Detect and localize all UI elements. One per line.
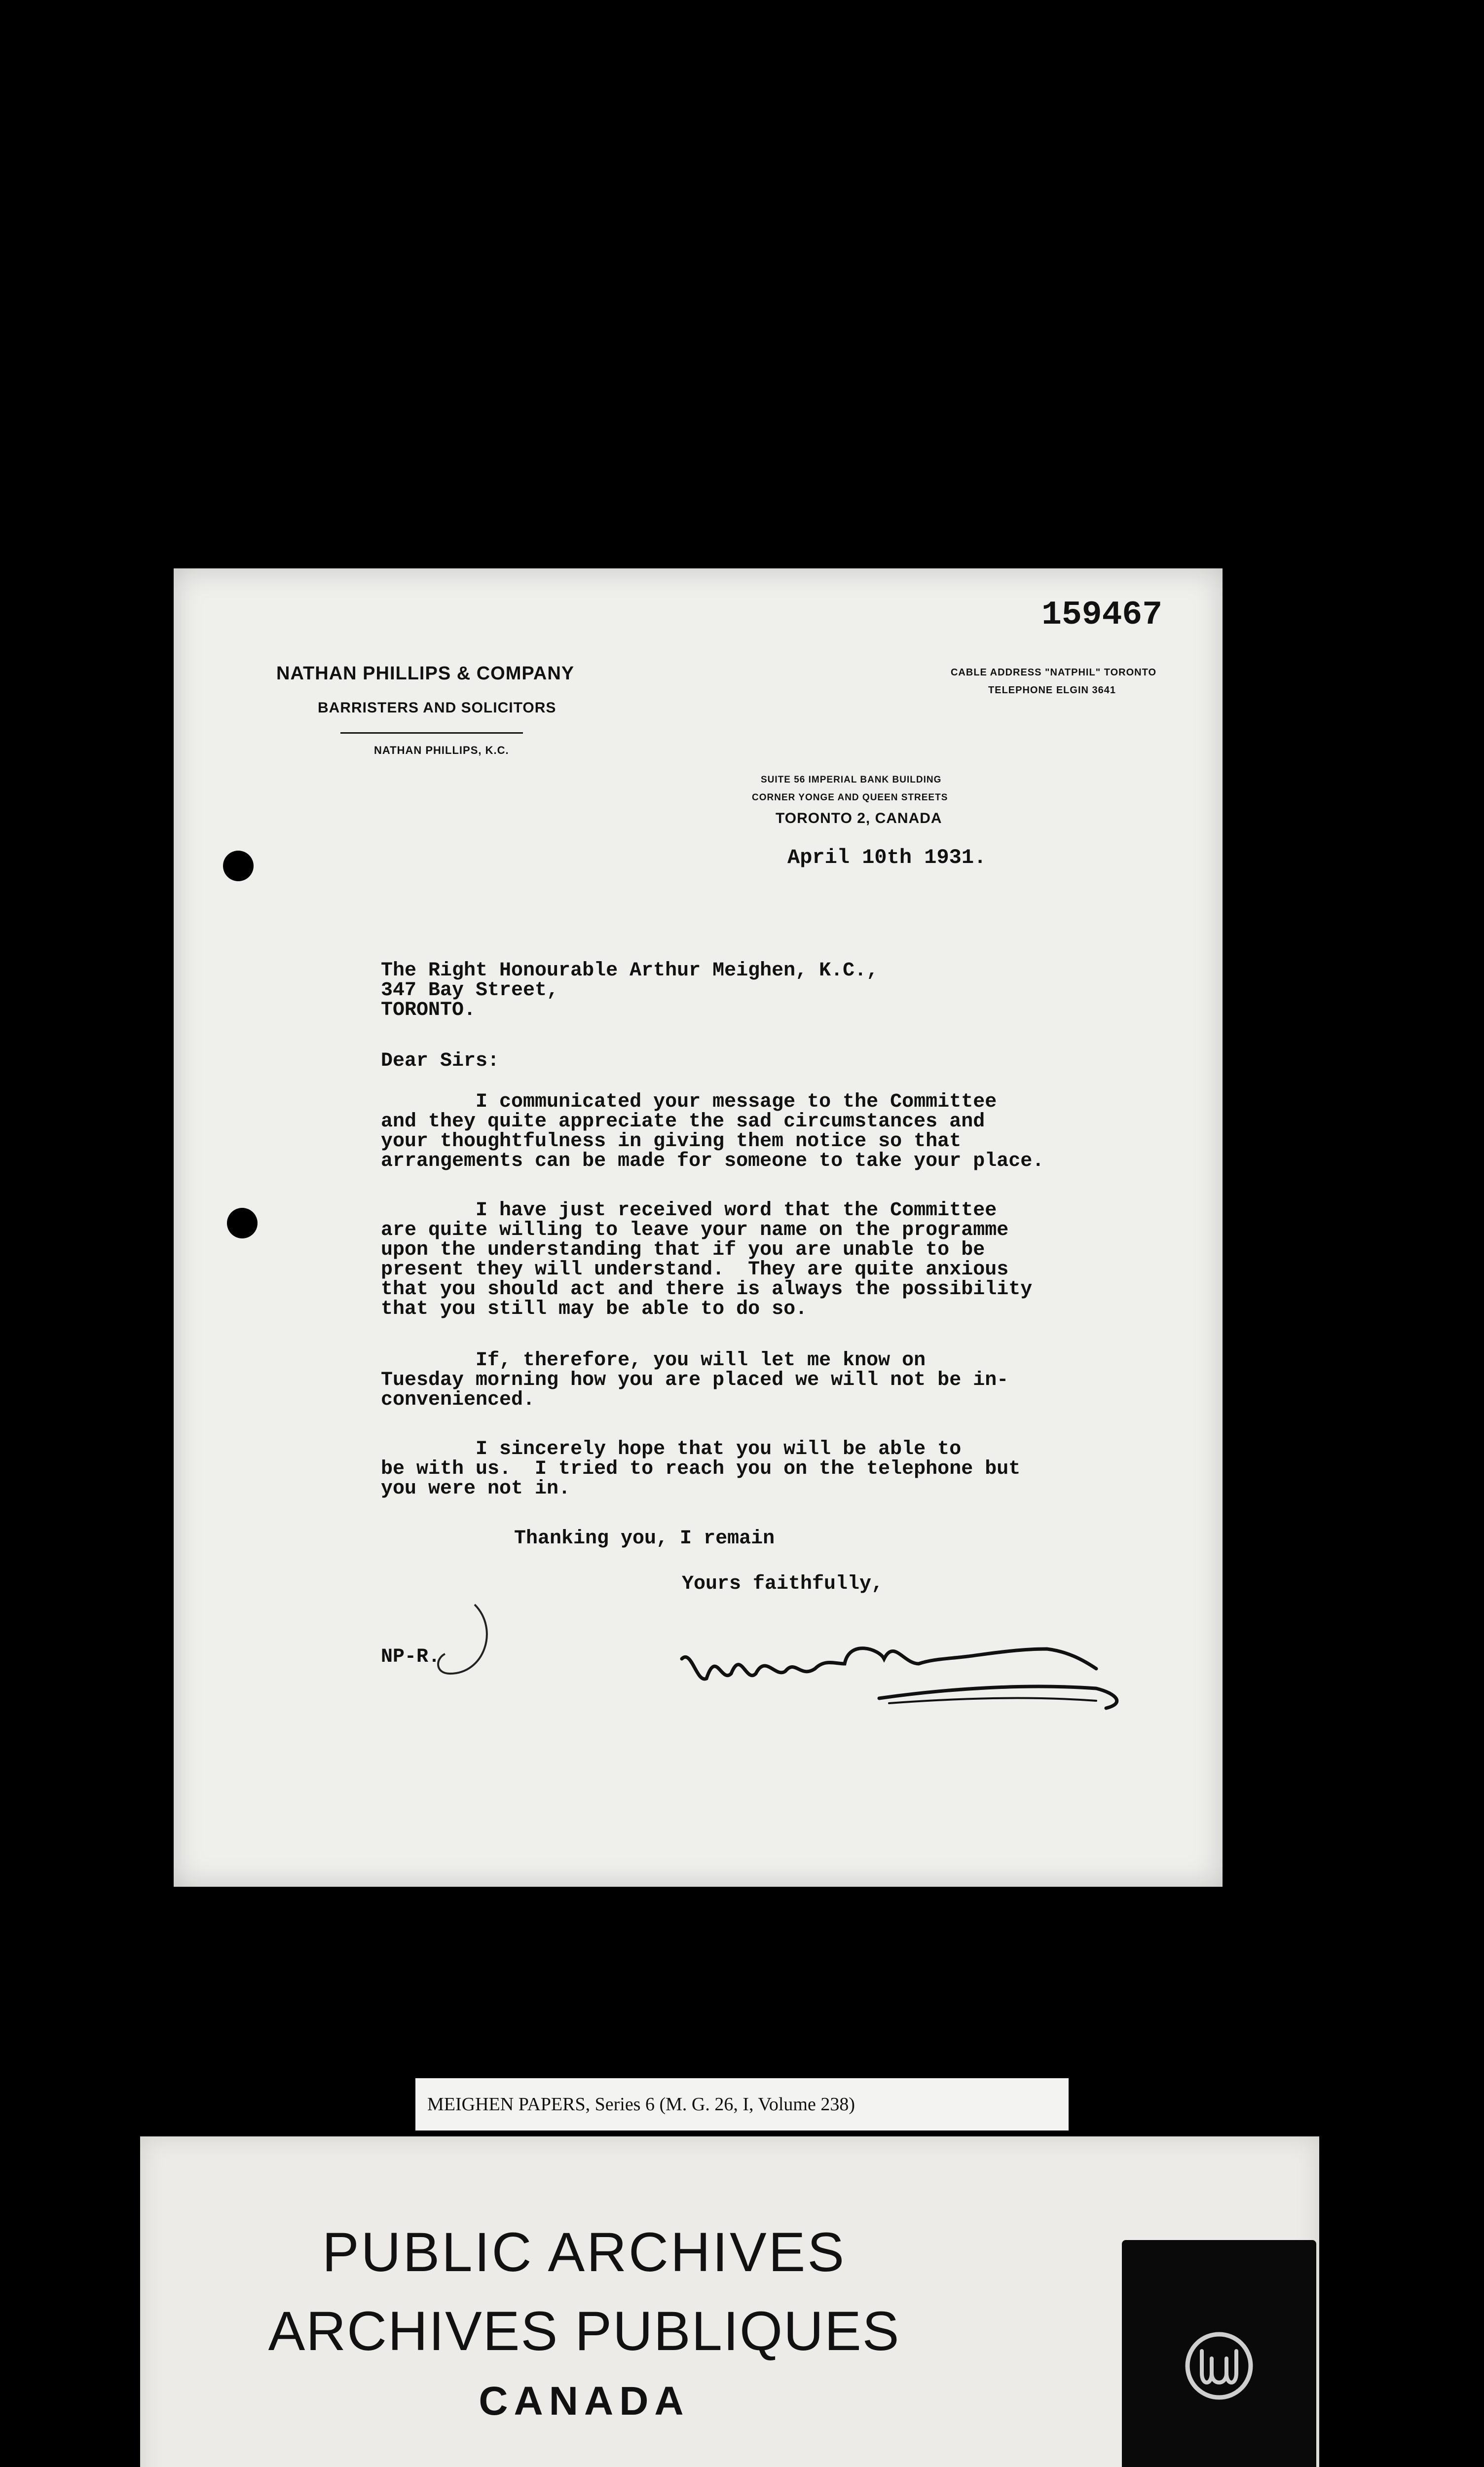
firm-person: NATHAN PHILLIPS, K.C. (374, 744, 509, 756)
closing-line: Thanking you, I remain (514, 1528, 775, 1550)
archives-logo-icon (1182, 2329, 1256, 2403)
address-line-1: SUITE 56 IMPERIAL BANK BUILDING (761, 775, 942, 785)
archives-country: CANADA (479, 2379, 690, 2424)
handwritten-signature (672, 1629, 1146, 1728)
typist-initials: NP-R. (381, 1646, 441, 1668)
paragraph-2: I have just received word that the Committee are quite willing to leave your name on the programme upon the understanding that if you are unable to be present they will understand. They are quite anxious that you should act and there is always the possibility that you still may be able to do so. (381, 1199, 1033, 1320)
address-line-3: TORONTO 2, CANADA (776, 810, 942, 826)
letter-page (174, 568, 1223, 1887)
archives-card (140, 2136, 1319, 2467)
archives-tab (1122, 2240, 1316, 2467)
pencil-mark-icon (430, 1600, 529, 1698)
firm-subtitle: BARRISTERS AND SOLICITORS (318, 700, 556, 716)
address-line-2: CORNER YONGE AND QUEEN STREETS (752, 792, 948, 803)
archives-title-en: PUBLIC ARCHIVES (322, 2221, 847, 2283)
firm-name: NATHAN PHILLIPS & COMPANY (276, 663, 575, 684)
series-label: MEIGHEN PAPERS, Series 6 (M. G. 26, I, Volume 238) (415, 2078, 1069, 2131)
letter-date: April 10th 1931. (787, 846, 987, 869)
punch-hole-icon (223, 851, 254, 881)
letterhead-rule (340, 732, 523, 734)
paragraph-1: I communicated your message to the Committee and they quite appreciate the sad circumstances and your thoughtfulness in giving them notice so that arrangements can be made for someone to take your place. (381, 1091, 1044, 1172)
valediction: Yours faithfully, (682, 1573, 884, 1595)
document-number: 159467 (1041, 596, 1162, 634)
salutation: Dear Sirs: (381, 1050, 500, 1072)
archives-title-fr: ARCHIVES PUBLIQUES (268, 2300, 900, 2362)
telephone: TELEPHONE ELGIN 3641 (988, 685, 1116, 696)
cable-address: CABLE ADDRESS "NATPHIL" TORONTO (950, 667, 1156, 678)
paragraph-4: I sincerely hope that you will be able to be with us. I tried to reach you on the telephone but you were not in. (381, 1438, 1021, 1500)
punch-hole-icon (227, 1208, 258, 1238)
recipient-address: The Right Honourable Arthur Meighen, K.C., 347 Bay Street, TORONTO. (381, 960, 879, 1021)
paragraph-3: If, therefore, you will let me know on Tuesday morning how you are placed we will not be in- convenienced. (381, 1349, 1009, 1411)
